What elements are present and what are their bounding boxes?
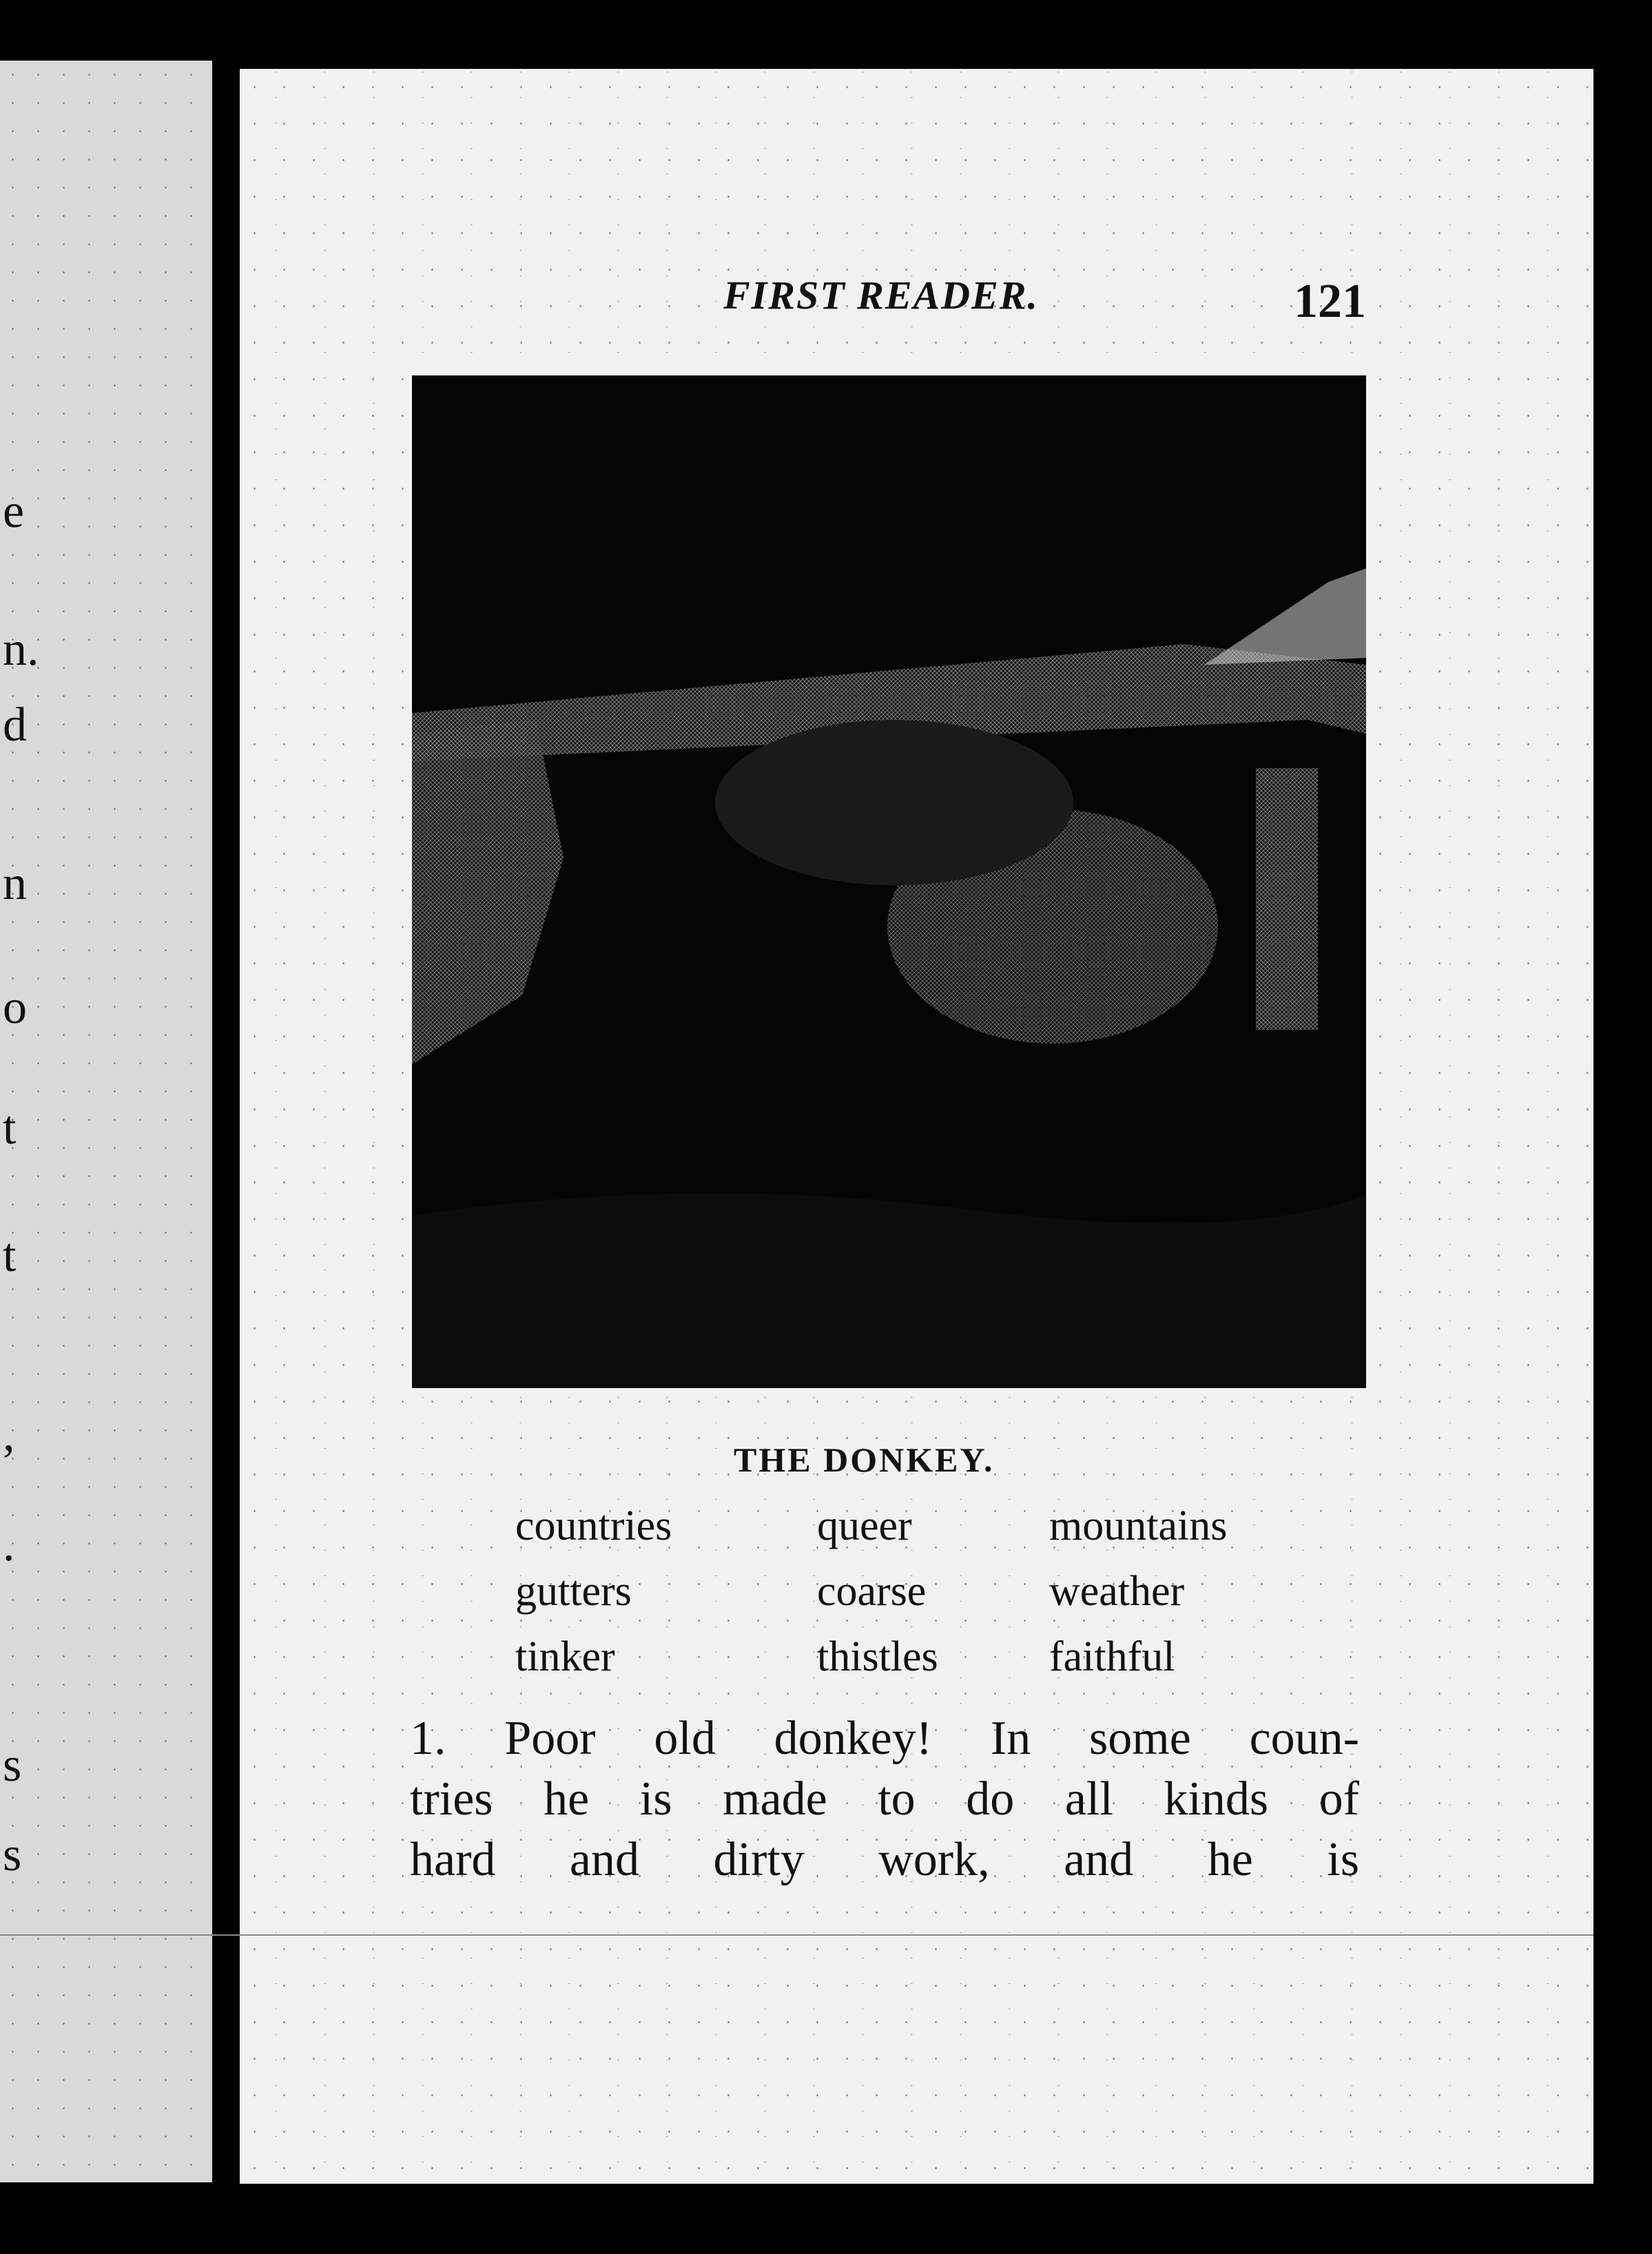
donkey-engraving	[412, 375, 1366, 1388]
left-page-letter: .	[3, 1518, 15, 1571]
donkey-illustration	[412, 375, 1366, 1388]
left-page-letter: n.	[3, 623, 39, 676]
paragraph-line: tries he is made to do all kinds of	[410, 1772, 1359, 1826]
scan-artifact-line	[0, 1934, 1593, 1936]
lesson-title: THE DONKEY.	[734, 1440, 995, 1479]
left-page-letter: t	[3, 1102, 17, 1155]
left-page-edge	[0, 61, 212, 2182]
vocab-word: faithful	[1049, 1633, 1175, 1680]
right-page-edge	[1593, 0, 1652, 2254]
running-head: FIRST READER.	[723, 273, 1039, 318]
left-page-letter: d	[3, 699, 27, 752]
left-page-letter: s	[3, 1739, 22, 1792]
vocab-word: weather	[1049, 1568, 1185, 1615]
paragraph-line: hard and dirty work, and he is	[410, 1833, 1359, 1886]
vocabulary-list	[515, 1502, 1342, 1708]
page-number: 121	[1294, 275, 1366, 328]
left-page-letter: t	[3, 1229, 17, 1282]
vocab-word: mountains	[1049, 1502, 1228, 1549]
paragraph-line: 1. Poor old donkey! In some coun-	[410, 1712, 1359, 1765]
left-page-letter: s	[3, 1828, 22, 1881]
left-page-letter: o	[3, 981, 27, 1034]
vocab-word: gutters	[515, 1568, 632, 1615]
left-page-letter: ,	[3, 1408, 15, 1461]
vocab-word: thistles	[817, 1633, 938, 1680]
vocab-word: countries	[515, 1502, 672, 1549]
vocab-word: tinker	[515, 1633, 615, 1680]
vocab-word: queer	[817, 1502, 912, 1549]
left-page-letter: n	[3, 857, 27, 910]
vocab-word: coarse	[817, 1568, 927, 1615]
lesson-paragraph	[410, 1708, 1359, 1890]
book-gutter	[212, 0, 240, 2254]
left-page-letter: e	[3, 485, 25, 538]
